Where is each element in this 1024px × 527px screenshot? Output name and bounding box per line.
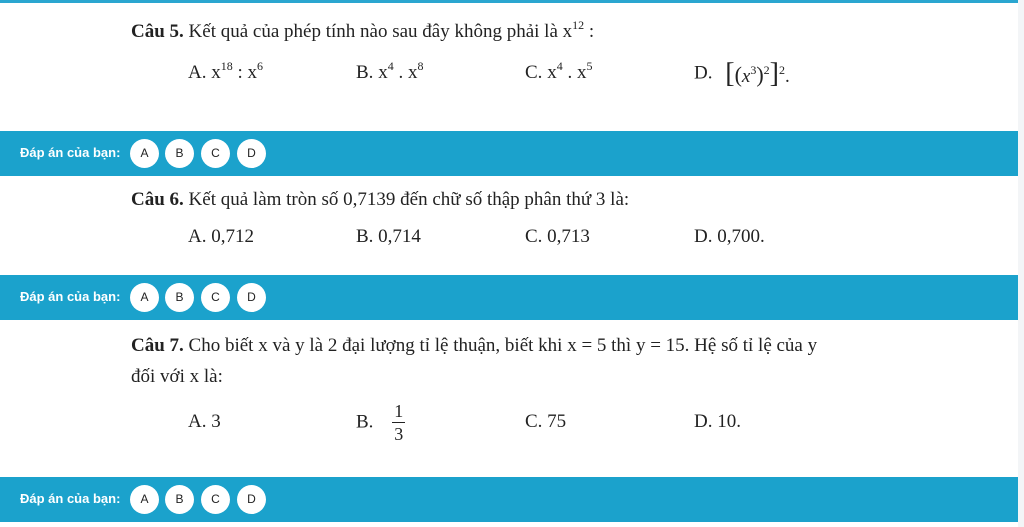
top-accent-line [0,0,1024,3]
option-5d [694,58,790,90]
answer-choice-a[interactable]: A [130,283,159,312]
question-5-tail: : [588,21,595,42]
base: x [576,62,587,83]
scrollbar-track[interactable] [1018,0,1024,527]
question-5-text [131,17,594,47]
option-5b [356,59,424,84]
option-7b [356,400,405,445]
answer-choice-d[interactable]: D [237,139,266,168]
exponent: 6 [257,59,264,73]
option-7d: D. 10. [694,411,741,432]
base: x [378,62,388,83]
left-bracket: [ [725,58,735,89]
answer-choice-b[interactable]: B [165,283,194,312]
answer-bar-7 [0,477,1018,522]
option-5a [188,59,264,84]
option-7c: C. 75 [525,411,567,432]
question-6-label: Câu 6. [131,189,184,210]
left-paren: ( [734,62,742,87]
answer-choice-c[interactable]: C [201,139,230,168]
nested-power-expression [725,58,790,90]
exponent: 5 [586,59,593,73]
answer-choice-c[interactable]: C [201,485,230,514]
option-6c: C. 0,713 [525,226,590,247]
question-7-text-line2: đối với x là: [131,366,223,387]
denominator: 3 [394,424,404,444]
fraction [392,400,405,445]
question-6-body: Kết quả làm tròn số 0,7139 đến chữ số thập phân thứ 3 là: [188,189,630,210]
operator: . [398,62,404,83]
answer-choice-b[interactable]: B [165,485,194,514]
option-letter: C. [525,62,543,83]
answer-bar-6 [0,275,1018,320]
answer-bar-label: Đáp án của bạn: [20,145,121,160]
answer-choice-b[interactable]: B [165,139,194,168]
question-5-body: Kết quả của phép tính nào sau đây không phải là x [188,21,573,42]
base: x [547,62,557,83]
answer-bar-label: Đáp án của bạn: [20,491,121,506]
right-paren: ) [756,62,764,87]
option-6a: A. 0,712 [188,226,254,247]
option-letter: B. [356,62,374,83]
answer-choice-a[interactable]: A [130,139,159,168]
option-letter: D. [694,62,713,84]
option-letter: B. [356,411,374,433]
base: x [407,62,418,83]
option-5c [525,59,593,84]
option-6b: B. 0,714 [356,226,421,247]
answer-bar-label: Đáp án của bạn: [20,289,121,304]
question-6-text [131,185,629,215]
numerator: 1 [394,401,404,421]
right-bracket: ] [769,58,779,89]
expression-tail: . [784,66,790,87]
answer-choice-a[interactable]: A [130,485,159,514]
exponent: 2 [778,63,785,77]
operator: . [567,62,573,83]
exponent: 18 [220,59,233,73]
option-7a: A. 3 [188,411,221,432]
question-7-label: Câu 7. [131,335,184,356]
question-5-label: Câu 5. [131,21,184,42]
answer-choice-c[interactable]: C [201,283,230,312]
answer-choice-d[interactable]: D [237,283,266,312]
operator: : [237,62,243,83]
exponent: 4 [556,59,563,73]
question-7-text-line1 [131,331,817,361]
exponent: 2 [763,63,770,77]
base: x [247,62,258,83]
option-6d: D. 0,700. [694,226,765,247]
question-5-exponent: 12 [572,18,585,32]
answer-choice-d[interactable]: D [237,485,266,514]
answer-bar-5 [0,131,1018,176]
option-letter: A. [188,62,207,83]
exponent: 3 [750,63,757,77]
exponent: 4 [387,59,394,73]
base: x [741,66,751,87]
base: x [211,62,221,83]
exponent: 8 [417,59,424,73]
question-7-body: Cho biết x và y là 2 đại lượng tỉ lệ thuận, biết khi x = 5 thì y = 15. Hệ số tỉ lệ của y [188,335,818,356]
